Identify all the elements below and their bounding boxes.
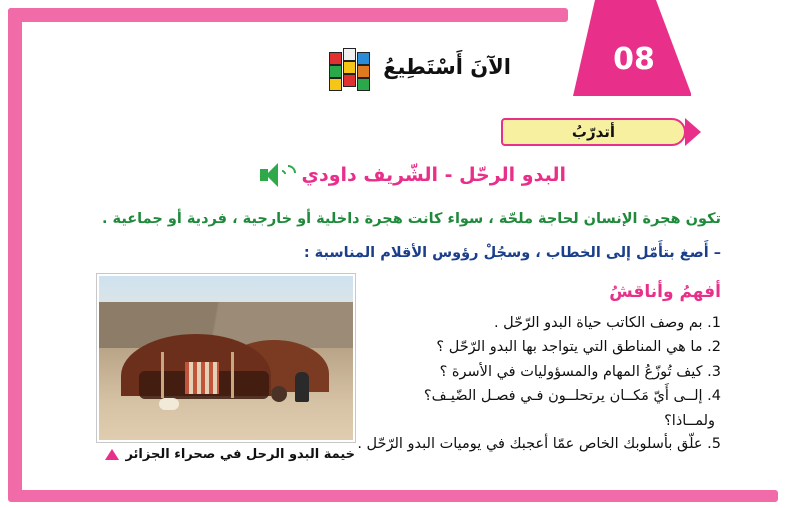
list-item: 1. بم وصف الكاتب حياة البدو الرّحّل . <box>493 315 721 331</box>
list-item: 2. ما هي المناطق التي يتواجد بها البدو الرّحّل ؟ <box>436 339 721 356</box>
triangle-marker-icon <box>105 449 119 460</box>
intro-paragraph: تكون هجرة الإنسان لحاجة ملحّة ، سواء كانت هجرة داخلية أو خارجية ، فردية أو جماعية . <box>101 211 721 227</box>
page-border-left <box>8 8 22 500</box>
page-title-row <box>327 44 511 90</box>
practice-banner <box>501 118 686 146</box>
page-title: الآنَ أَسْتَطِيعُ <box>383 55 511 79</box>
figure-image <box>97 274 355 442</box>
figure-caption: خيمة البدو الرحل في صحراء الجزائر <box>125 447 355 462</box>
page-tab-fold-left <box>573 0 595 96</box>
section-heading: أفهمُ وأناقشُ <box>609 282 721 302</box>
page-border-top <box>8 8 568 22</box>
list-item: 4. إلــى أَيّ مَكــان يرتحلــون فـي فصـل الضّيـف؟ <box>423 388 721 405</box>
lesson-title: البدو الرحّل - الشّريف داودي <box>301 164 566 186</box>
practice-banner-label: أتدرّبُ <box>571 123 616 141</box>
page-border-bottom <box>8 490 778 502</box>
questions-list <box>321 312 721 458</box>
page-number: 08 <box>613 42 655 77</box>
list-item: 3. كيف تُوزّعُ المهام والمسؤوليات في الأسرة ؟ <box>439 363 721 380</box>
list-item: 5. علّق بأسلوبك الخاص عمّا أعجبك في يوميات البدو الرّحّل . <box>357 436 721 453</box>
list-item-continued: ولمــاذا؟ <box>664 412 715 429</box>
lesson-title-row <box>258 162 566 188</box>
speaker-icon[interactable] <box>258 162 292 188</box>
instruction-paragraph: – أَصغ بتأَمّل إلى الخطاب ، وسجُلْ رؤوس الأقلام المناسبة : <box>303 245 721 261</box>
figure-caption-row <box>97 447 355 462</box>
banner-arrow <box>685 118 701 146</box>
rubiks-cube-icon <box>327 44 373 90</box>
